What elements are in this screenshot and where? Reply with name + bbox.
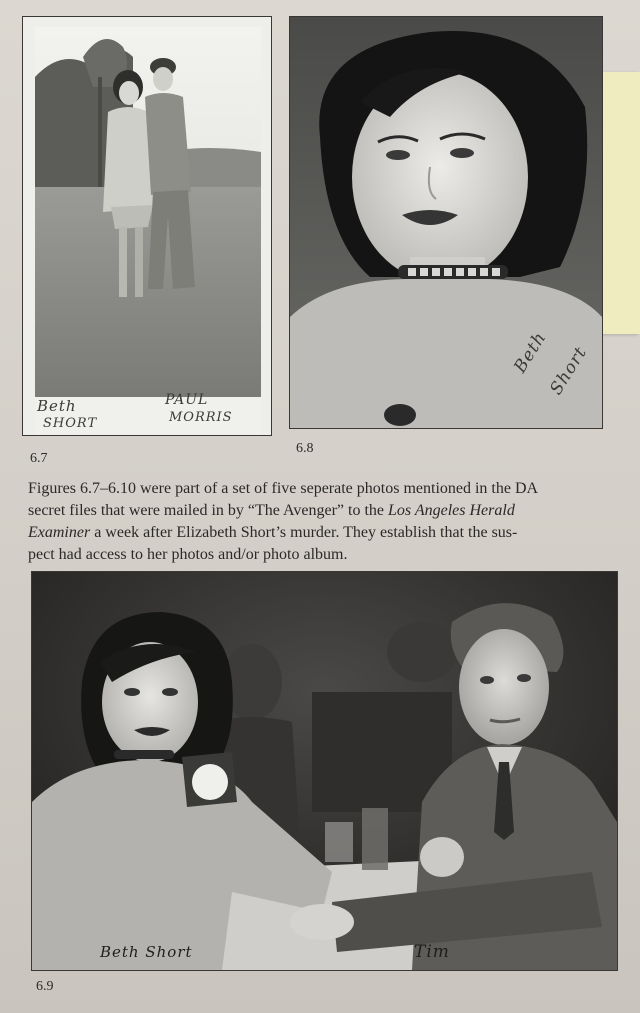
figure-number-6-9: 6.9 [36,979,54,994]
photo-6-7-handwriting-left-1: Beth [37,397,77,415]
caption-line-3-text: a week after Elizabeth Short’s murder. They establish that the sus- [90,524,518,541]
caption-line-2 [28,500,608,522]
photo-6-9-handwriting-right: Tim [414,942,450,962]
sticky-note [600,72,640,334]
caption-line-1: Figures 6.7–6.10 were part of a set of five seperate photos mentioned in the DA [28,480,539,497]
photo-6-7-handwriting-right-2: MORRIS [169,410,233,425]
caption-line-3-italic: Examiner [28,524,91,541]
photo-6-8-handwriting-1: Beth [510,328,551,377]
photo-6-7-image [23,17,271,435]
photo-6-7 [22,16,272,436]
caption-line-4: pect had access to her photos and/or photo album. [28,546,348,563]
photo-6-9-image [32,572,617,970]
photo-6-9-handwriting-left: Beth Short [100,943,193,961]
photo-6-7-handwriting-left-2: SHORT [43,416,98,431]
figure-number-6-7: 6.7 [30,451,48,466]
figure-caption [28,478,608,566]
figure-number-6-8: 6.8 [296,441,314,456]
caption-line-3 [28,522,608,544]
photo-6-8 [289,16,603,429]
photo-6-9 [31,571,618,971]
photo-6-8-handwriting-2: Short [546,343,592,399]
photo-6-7-handwriting-right-1: PAUL [165,392,209,408]
photo-6-8-image [290,17,602,428]
caption-line-2-italic: Los Angeles Herald [388,502,515,519]
caption-line-2-text: secret files that were mailed in by “The Avenger” to the [28,502,388,519]
